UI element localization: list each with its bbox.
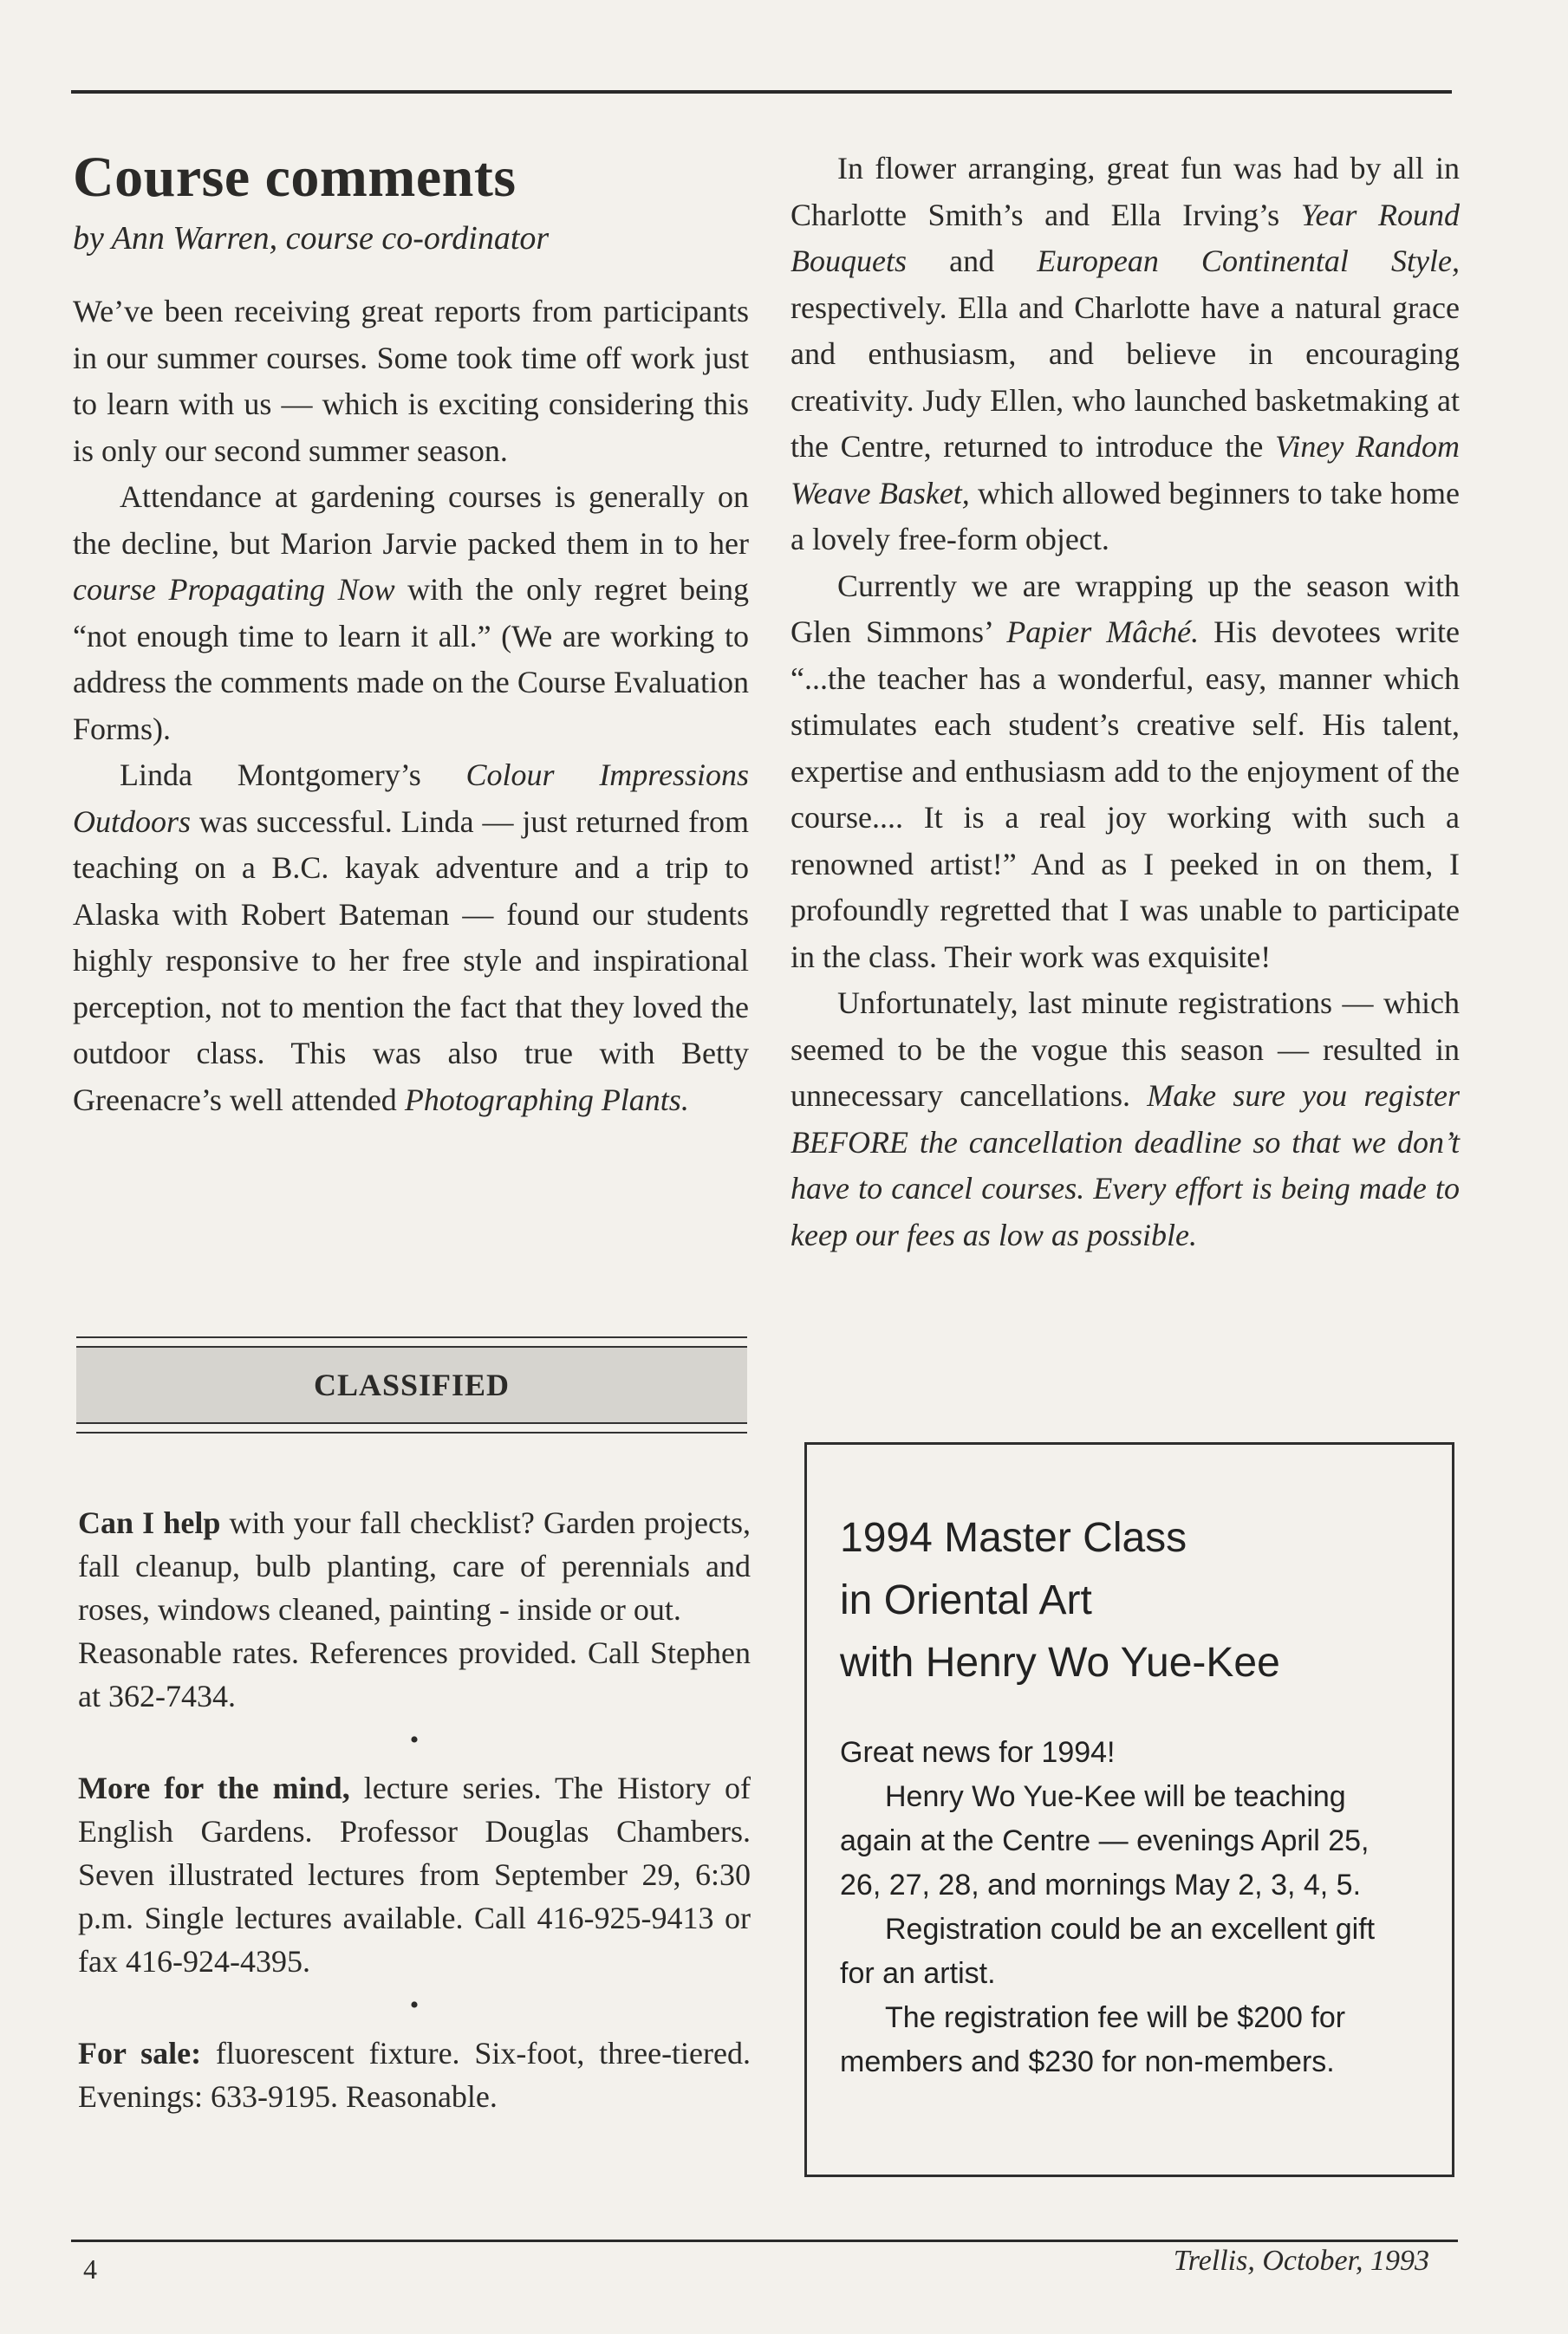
publication-footer: Trellis, October, 1993 [1173,2245,1429,2277]
classified-ad-1-contact: Reasonable rates. References provided. Call Stephen at 362-7434. [78,1635,751,1713]
classified-heading: CLASSIFIED [76,1348,747,1422]
top-rule [71,90,1452,94]
page-number: 4 [83,2253,97,2285]
masterclass-heading: 1994 Master Class in Oriental Art with Henry Wo Yue-Kee [840,1515,1280,1686]
masterclass-intro: Great news for 1994! [840,1736,1116,1769]
article-left-column [73,147,749,1123]
article-paragraph-4: In flower arranging, great fun was had by all in Charlotte Smith’s and Ella Irving’s Year Round Bouquets and European Continental Style, respectively. Ella and Charlotte have a natural grace and enthusiasm, and believe in encouraging creativity. Judy Ellen, who launched basketmaking at the Centre, returned to introduce the Viney Random Weave Basket, which allowed beginners to take home a lovely free-form object. [791,151,1461,556]
article-title: Course comments [73,146,517,209]
article-paragraph-1: We’ve been receiving great reports from participants in our summer courses. Some took time off work just to learn with us — which is exciting considering this is only our second summer season. [73,294,749,468]
masterclass-announcement-box [804,1442,1454,2177]
classified-ad-1: Can I help with your fall checklist? Garden projects, fall cleanup, bulb planting, care of perennials and roses, windows cleaned, painting - inside or out. [78,1505,751,1627]
masterclass-gift-note: Registration could be an excellent gift for an artist. [840,1913,1376,1990]
article-right-column [791,146,1460,1258]
article-paragraph-3: Linda Montgomery’s Colour Impressions Outdoors was successful. Linda — just returned from teaching on a B.C. kayak adventure and a trip to Alaska with Robert Bateman — found our students highly responsive to her free style and inspirational perception, not to mention the fact that they loved the outdoor class. This was also true with Betty Greenacre’s well attended Photographing Plants. [73,757,749,1117]
bullet-separator-1: • [409,1726,420,1754]
classified-header [76,1336,747,1434]
classified-bottom-rules [76,1422,747,1434]
article-paragraph-2: Attendance at gardening courses is generally on the decline, but Marion Jarvie packed them in to her course Propagating Now with the only regret being “not enough time to learn it all.” (We are working to address the comments made on the Course Evaluation Forms). [73,479,750,746]
article-paragraph-6: Unfortunately, last minute registrations — which seemed to be the vogue this season — resulted in unnecessary cancellations. Make sure you register BEFORE the cancellation deadline so that we don’t have to cancel courses. Every effort is being made to keep our fees as low as possible. [791,985,1460,1252]
bullet-separator-2: • [409,1991,420,2019]
masterclass-fee: The registration fee will be $200 for members and $230 for non-members. [840,2001,1346,2078]
article-paragraph-5: Currently we are wrapping up the season with Glen Simmons’ Papier Mâché. His devotees write “...the teacher has a wonderful, easy, manner which stimulates each student’s creative self. His talent, expertise and enthusiasm add to the enjoyment of the course.... It is a real joy working with such a renowned artist!” And as I peeked in on them, I profoundly regretted that I was unable to participate in the class. Their work was exquisite! [791,568,1460,974]
classified-top-rules [76,1336,747,1348]
article-byline: by Ann Warren, course co-ordinator [73,220,550,257]
masterclass-schedule: Henry Wo Yue-Kee will be teaching again at the Centre — evenings April 25, 26, 27, 28, and mornings May 2, 3, 4, 5. [840,1780,1370,1902]
classified-ads [78,1501,751,2118]
classified-ad-3: For sale: fluorescent fixture. Six-foot, three-tiered. Evenings: 633-9195. Reasonable. [78,2036,751,2114]
classified-ad-2: More for the mind, lecture series. The History of English Gardens. Professor Douglas Chambers. Seven illustrated lectures from September 29, 6:30 p.m. Single lectures available. Call 416-925-9413 or fax 416-924-4395. [78,1771,751,1979]
bottom-rule [71,2240,1458,2242]
